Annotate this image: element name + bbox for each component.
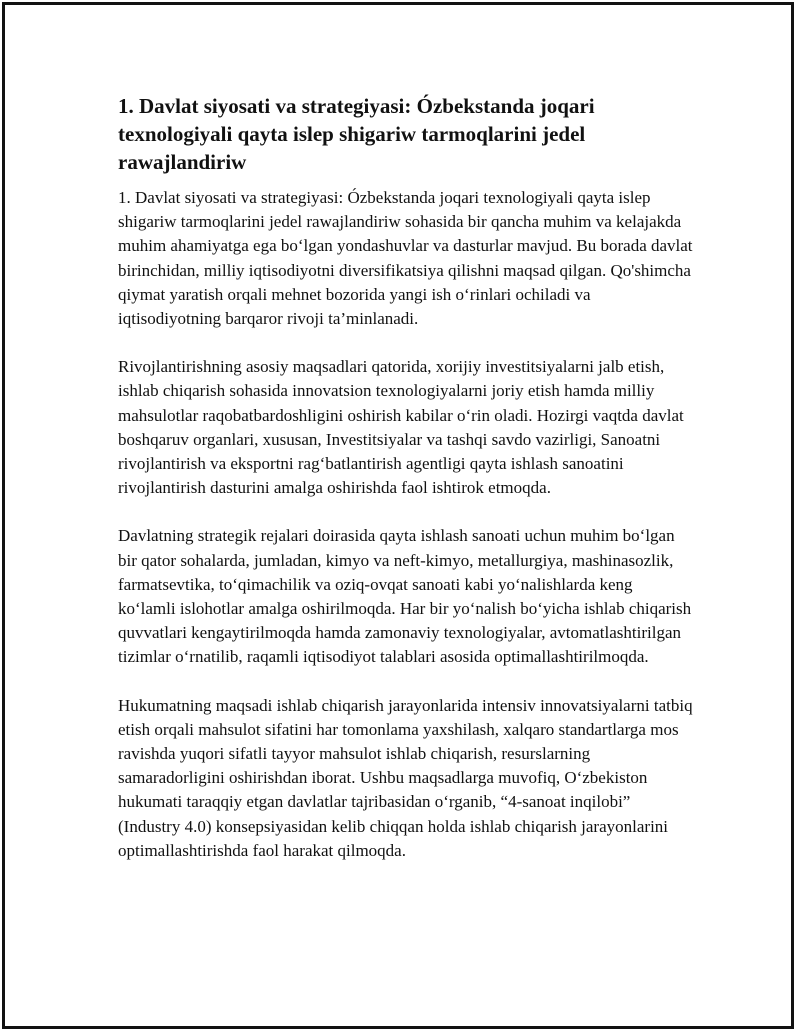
- paragraph-4: Hukumatning maqsadi ishlab chiqarish jarayonlarida intensiv innovatsiyalarni tatbiq etish orqali mahsulot sifatini har tomonlama yaxshilash, xalqaro standartlarga mos ravishda yuqori sifatli tayyor mahsulot ishlab chiqarish, resurslarning samaradorligini oshirishdan iborat. Ushbu maqsadlarga muvofiq, O‘zbekiston hukumati taraqqiy etgan davlatlar tajribasidan o‘rganib, “4-sanoat inqilobi” (Industry 4.0) konsepsiyasidan kelib chiqqan holda ishlab chiqarish jarayonlarini optimallashtirishda faol harakat qilmoqda.: [118, 695, 693, 860]
- section-heading: 1. Davlat siyosati va strategiyasi: Ózbekstanda joqari texnologiyali qayta islep shigariw tarmoqlarini jedel rawajlandiriw: [118, 94, 595, 174]
- paragraph-2: Rivojlantirishning asosiy maqsadlari qatorida, xorijiy investitsiyalarni jalb etish, ishlab chiqarish sohasida innovatsion texnologiyalarni joriy etish hamda milliy mahsulotlar raqobatbardoshligini oshirish kabilar o‘rin oladi. Hozirgi vaqtda davlat boshqaruv organlari, xususan, Investitsiyalar va tashqi savdo vazirligi, Sanoatni rivojlantirish va eksportni rag‘batlantirish agentligi qayta ishlash sanoatini rivojlantirish dasturini amalga oshirishda faol ishtirok etmoqda.: [118, 357, 684, 498]
- paragraph-3: Davlatning strategik rejalari doirasida qayta ishlash sanoati uchun muhim bo‘lgan bir qator sohalarda, jumladan, kimyo va neft-kimyo, metallurgiya, mashinasozlik, farmatsevtika, to‘qimachilik va oziq-ovqat sanoati kabi yo‘nalishlarda keng ko‘lamli islohotlar amalga oshirilmoqda. Har bir yo‘nalish bo‘yicha ishlab chiqarish quvvatlari kengaytirilmoqda hamda zamonaviy texnologiyalar, avtomatlashtirilgan tizimlar o‘rnatilib, raqamli iqtisodiyot talablari asosida optimallashtirilmoqda.: [118, 526, 692, 667]
- document-body: [118, 92, 693, 887]
- paragraph-1: 1. Davlat siyosati va strategiyasi: Ózbekstanda joqari texnologiyali qayta islep shigariw tarmoqlarini jedel rawajlandiriw sohasida bir qancha muhim va kelajakda muhim ahamiyatga ega bo‘lgan yondashuvlar va dasturlar mavjud. Bu borada davlat birinchidan, milliy iqtisodiyotni diversifikatsiya qilishni maqsad qilgan. Qo'shimcha qiymat yaratish orqali mehnet bozorida yangi ish o‘rinlari ochiladi va iqtisodiyotning barqaror rivoji ta’minlanadi.: [118, 188, 693, 329]
